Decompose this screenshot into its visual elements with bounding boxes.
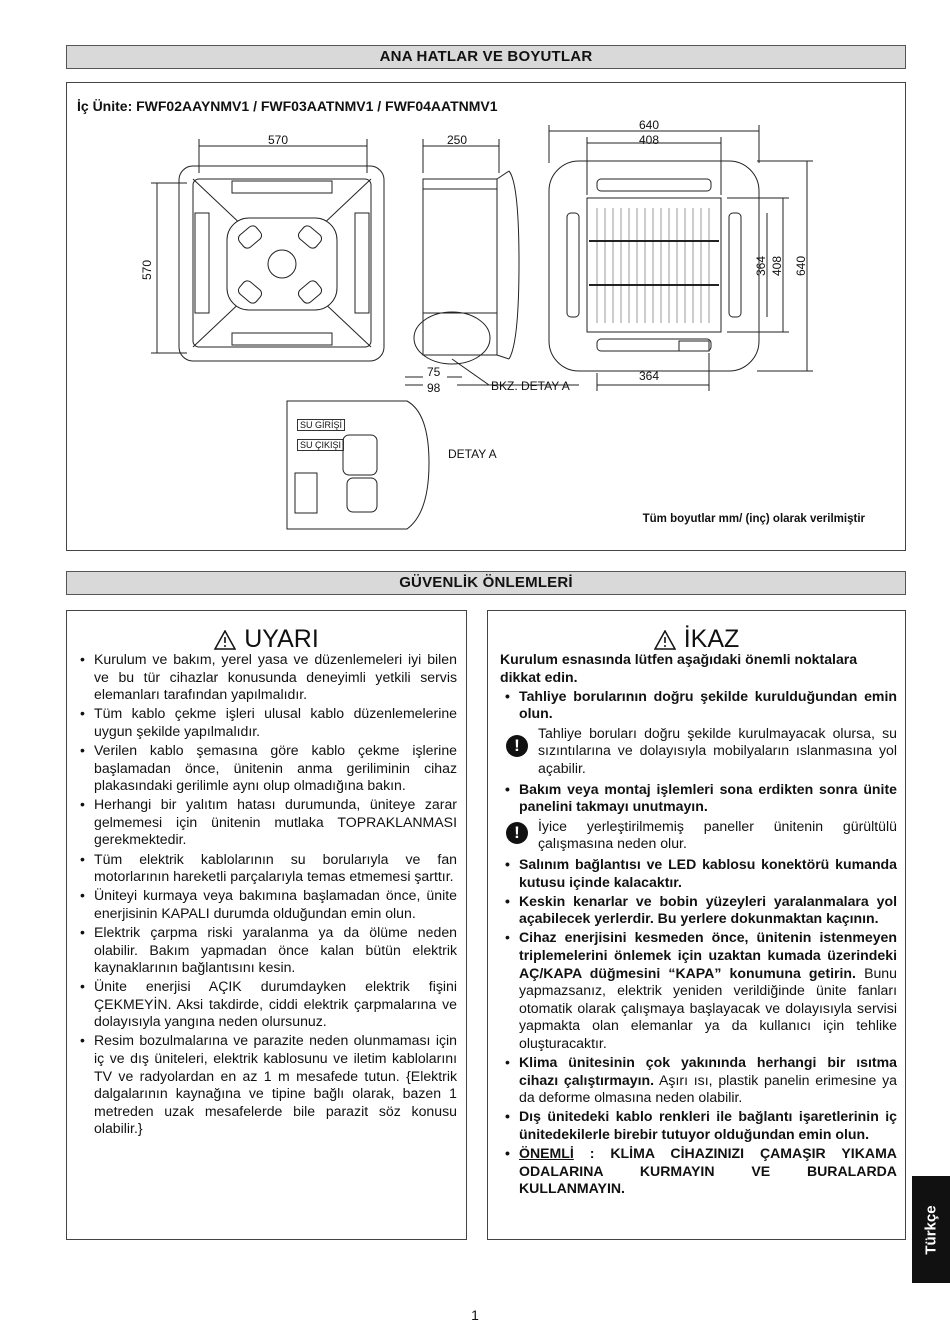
dim-right-h3: 640 bbox=[794, 255, 809, 277]
exclamation-icon: ! bbox=[506, 822, 528, 844]
caution-title: İKAZ bbox=[683, 625, 740, 653]
caution-title-row bbox=[488, 625, 905, 654]
list-item: • Dış ünitedeki kablo renkleri ile bağlantı işaretlerinin iç ünitedekilerle birebir tutuyor olduğundan emin olun. bbox=[500, 1108, 897, 1143]
list-item: • Tüm elektrik kablolarının su borularıyla ve fan motorlarının hareketli parçalarıyla temas etmemesi şarttır. bbox=[75, 851, 457, 886]
list-item: • Kurulum ve bakım, yerel yasa ve düzenlemeleri iyi bilen ve bu tür cihazlar konusunda deneyimli yetkili servis elemanları tarafından yapılmalıdır. bbox=[75, 651, 457, 704]
water-inlet-label: SU GİRİŞİ bbox=[297, 419, 345, 431]
dim-side-height: 570 bbox=[140, 259, 155, 281]
list-item: • Tahliye borularının doğru şekilde kurulduğundan emin olun. bbox=[500, 688, 897, 723]
dim-right-h2: 408 bbox=[770, 255, 785, 277]
warning-title: UYARI bbox=[244, 625, 319, 653]
see-detail-a-label: BKZ. DETAY A bbox=[491, 379, 570, 393]
list-item: • ÖNEMLİ : KLİMA CİHAZINIZI ÇAMAŞIR YIKAMA ODALARINA KURMAYIN VE BURALARDA KULLANMAYIN. bbox=[500, 1145, 897, 1198]
list-item: • Keskin kenarlar ve bobin yüzeyleri yaralanmalara yol açabilecek yerlerdir. Bu yerlere dokunmaktan kaçının. bbox=[500, 893, 897, 928]
water-outlet-label: SU ÇIKIŞI bbox=[297, 439, 344, 451]
caution-intro: Kurulum esnasında lütfen aşağıdaki önemli noktalara dikkat edin. bbox=[500, 651, 858, 685]
dim-top-width: 570 bbox=[268, 133, 289, 147]
dim-75: 75 bbox=[427, 365, 441, 379]
caution-panel bbox=[487, 610, 906, 1240]
list-item: • Ünite enerjisi AÇIK durumdayken elektrik fişini ÇEKMEYİN. Aksi takdirde, ciddi elektrik çarpmalarına ve dolayısıyla yangına neden olursunuz. bbox=[75, 978, 457, 1031]
dim-right-h1: 364 bbox=[754, 255, 769, 277]
list-item: • Elektrik çarpma riski yaralanma ya da ölüme neden olabilir. Bakım yapmadan önce kalan bütün elektrik kaynaklarının bağlantısını kesin. bbox=[75, 924, 457, 977]
warning-list bbox=[75, 651, 457, 1140]
dim-depth: 250 bbox=[447, 133, 468, 147]
dim-inner-width: 408 bbox=[639, 133, 660, 147]
dim-outer-width: 640 bbox=[639, 118, 660, 132]
list-item: • Tüm kablo çekme işleri ulusal kablo düzenlemelerine uygun şekilde yapılmalıdır. bbox=[75, 705, 457, 740]
dimensions-diagram-box bbox=[66, 82, 906, 551]
caution-body bbox=[500, 651, 897, 1199]
caution-triangle-icon bbox=[654, 630, 676, 650]
unit-drawings bbox=[67, 83, 905, 550]
exclamation-icon: ! bbox=[506, 735, 528, 757]
page-number: 1 bbox=[471, 1307, 479, 1323]
warning-title-row bbox=[67, 625, 466, 654]
section-header-safety: GÜVENLİK ÖNLEMLERİ bbox=[66, 571, 906, 595]
caution-note-1: ! Tahliye boruları doğru şekilde kurulmayacak olursa, su sızıntılarına ve dolayısıyla mobilyaların ıslanmasına yol açabilir. bbox=[500, 725, 897, 778]
list-item: • Üniteyi kurmaya veya bakımına başlamadan önce, ünite enerjisinin KAPALI durumda olduğundan emin olun. bbox=[75, 887, 457, 922]
caution-list bbox=[500, 688, 897, 723]
unit-title: İç Ünite: FWF02AAYNMV1 / FWF03AATNMV1 / FWF04AATNMV1 bbox=[77, 98, 498, 114]
list-item: • Cihaz enerjisini kesmeden önce, ünitenin istenmeyen triplemelerini önlemek için uzaktan kumada üzerindeki AÇ/KAPA düğmesini “KAPA” konumuna getirin. Bunu yapmazsanız, elektrik yeniden verildiğinde ünite fanları otomatik olarak çalışmaya başlayacak ve dolayısıyla servisi yapmakta olan elemanlar ya da kullanıcı için tehlike oluşturacaktır. bbox=[500, 929, 897, 1052]
language-tab bbox=[912, 1176, 950, 1283]
list-item: • Resim bozulmalarına ve parazite neden olunmaması için iç ve dış üniteleri, elektrik kablosunu ve iletim kablolarını TV ve radyolardan en az 1 m mesafede tutun. {Elektrik dalgalarının kaynağına ve tipine bağlı olarak, bazen 1 metreden uzak mesafelerde bile parazit söz konusu olabilir.} bbox=[75, 1032, 457, 1138]
dim-bottom-width: 364 bbox=[639, 369, 660, 383]
list-item: • Bakım veya montaj işlemleri sona erdikten sonra ünite panelini takmayı unutmayın. bbox=[500, 781, 897, 816]
warning-panel bbox=[66, 610, 467, 1240]
units-note: Tüm boyutlar mm/ (inç) olarak verilmiştir bbox=[642, 513, 865, 525]
section-header-dimensions: ANA HATLAR VE BOYUTLAR bbox=[66, 45, 906, 69]
detail-a-label: DETAY A bbox=[448, 447, 497, 461]
list-item: • Klima ünitesinin çok yakınında herhangi bir ısıtma cihazı çalıştırmayın. Aşırı ısı, plastik panelin erimesine ya da deforme olmasına neden olabilir. bbox=[500, 1054, 897, 1107]
warning-triangle-icon bbox=[214, 630, 236, 650]
list-item: • Herhangi bir yalıtım hatası durumunda, üniteye zarar gelmemesi için ünitenin mutlaka TOPRAKLANMASI gerekmektedir. bbox=[75, 796, 457, 849]
side-view-outline bbox=[423, 179, 497, 355]
list-item: • Verilen kablo şemasına göre kablo çekme işlerine başlamadan önce, ünitenin anma geriliminin cihaz plakasındaki gerilimle aynı olup olmadığına bakın. bbox=[75, 742, 457, 795]
dim-98: 98 bbox=[427, 381, 441, 395]
list-item: • Salınım bağlantısı ve LED kablosu konektörü kumanda kutusu içinde kalacaktır. bbox=[500, 856, 897, 891]
caution-note-2: ! İyice yerleştirilmemiş paneller ünitenin gürültülü çalışmasına neden olur. bbox=[500, 818, 897, 853]
language-tab-label: Türkçe bbox=[922, 1204, 940, 1255]
